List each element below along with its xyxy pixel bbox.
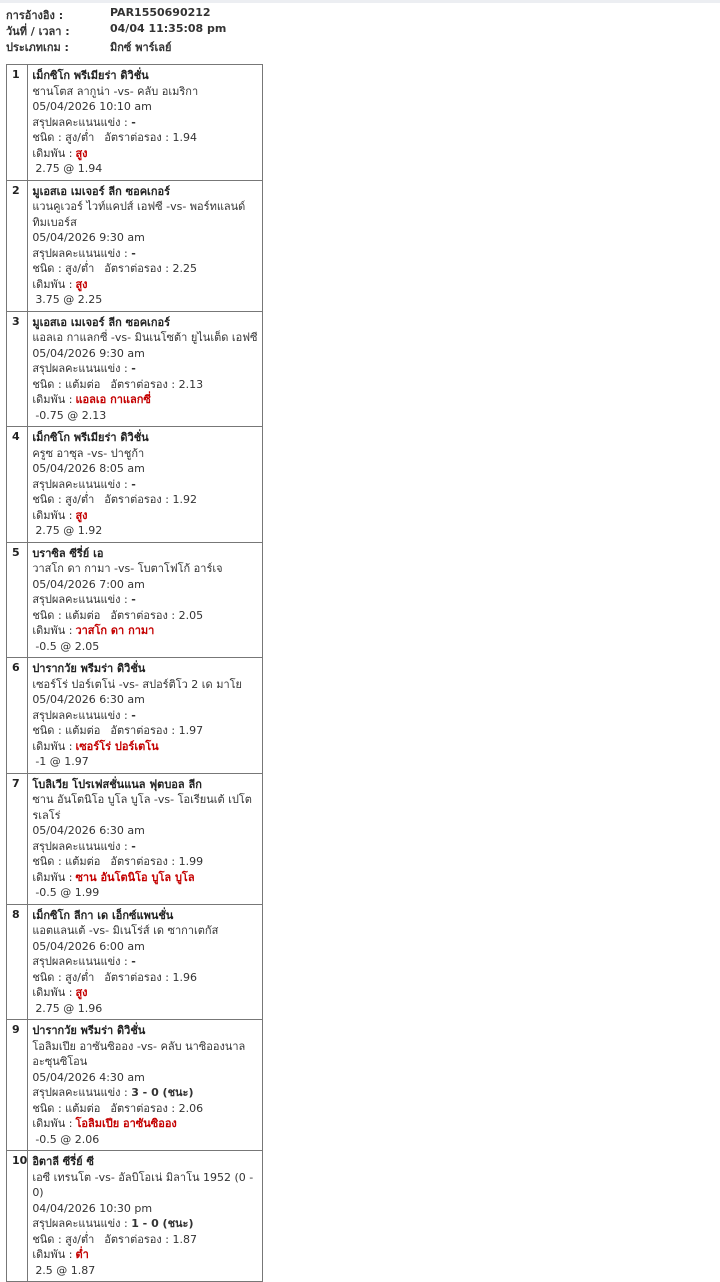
result-line bbox=[32, 477, 260, 493]
bet-line bbox=[32, 146, 260, 162]
bet-line bbox=[32, 1116, 260, 1132]
bet-label: เดิมพัน : bbox=[32, 146, 73, 160]
bet-line bbox=[32, 739, 260, 755]
odds-value: 2.25 bbox=[172, 262, 197, 275]
bet-details bbox=[28, 904, 263, 1020]
bet-line bbox=[32, 985, 260, 1001]
bet-price: 2.75 @ 1.92 bbox=[35, 524, 103, 537]
match-datetime: 05/04/2026 4:30 am bbox=[32, 1070, 145, 1084]
bet-label: เดิมพัน : bbox=[32, 739, 73, 753]
bet-pick: โอลิมเปีย อาซันซิออง bbox=[75, 1117, 177, 1130]
bet-line bbox=[32, 392, 260, 408]
result-value: - bbox=[131, 362, 136, 375]
datetime-label: วันที่ / เวลา : bbox=[6, 25, 70, 38]
type-value: แต้มต่อ bbox=[65, 855, 101, 868]
ticket-header bbox=[6, 6, 406, 54]
odds-label: อัตราต่อรอง : bbox=[104, 970, 169, 984]
result-label: สรุปผลคะแนนแข่ง : bbox=[32, 839, 128, 853]
type-label: ชนิด : bbox=[32, 970, 62, 984]
bet-pick: วาสโก ดา กามา bbox=[75, 624, 155, 637]
bet-number: 6 bbox=[7, 658, 28, 774]
bet-number: 8 bbox=[7, 904, 28, 1020]
bet-price: -0.5 @ 1.99 bbox=[35, 886, 100, 899]
league-name: เม็กซิโก ลีกา เด เอ็กซ์แพนชั่น bbox=[32, 908, 174, 922]
league-name: เม็กซิโก พรีเมียร่า ดิวิชั่น bbox=[32, 69, 149, 82]
bet-number: 7 bbox=[7, 773, 28, 904]
bet-number: 1 bbox=[7, 65, 28, 181]
league-name: เม็กซิโก พรีเมียร่า ดิวิชั่น bbox=[32, 431, 149, 444]
result-line bbox=[32, 592, 260, 608]
result-line bbox=[32, 708, 260, 724]
odds-label: อัตราต่อรอง : bbox=[110, 377, 176, 391]
type-value: แต้มต่อ bbox=[65, 377, 101, 391]
result-label: สรุปผลคะแนนแข่ง : bbox=[32, 246, 128, 260]
result-line bbox=[32, 246, 260, 262]
bet-row bbox=[7, 1151, 263, 1282]
bet-row bbox=[7, 658, 263, 774]
type-value: สูง/ต่ำ bbox=[65, 493, 95, 506]
type-value: สูง/ต่ำ bbox=[65, 970, 95, 984]
bet-number: 4 bbox=[7, 427, 28, 543]
bet-label: เดิมพัน : bbox=[32, 624, 73, 637]
type-label: ชนิด : bbox=[32, 131, 62, 144]
odds-value: 1.94 bbox=[172, 131, 197, 144]
match-datetime: 05/04/2026 7:00 am bbox=[32, 577, 145, 591]
bet-price: -0.5 @ 2.05 bbox=[35, 639, 100, 653]
league-name: ปารากวัย พรีมร่า ดิวิชั่น bbox=[32, 1024, 146, 1037]
bets-table bbox=[6, 64, 263, 1282]
match-datetime: 04/04/2026 10:30 pm bbox=[32, 1201, 153, 1215]
match-datetime: 05/04/2026 10:10 am bbox=[32, 100, 152, 113]
odds-value: 1.96 bbox=[172, 970, 197, 984]
odds-label: อัตราต่อรอง : bbox=[110, 1101, 176, 1115]
result-value: - bbox=[131, 708, 136, 722]
match-datetime: 05/04/2026 6:00 am bbox=[32, 939, 145, 953]
top-divider bbox=[0, 0, 720, 3]
bet-row bbox=[7, 542, 263, 658]
type-line bbox=[32, 492, 260, 508]
reference-row bbox=[6, 6, 406, 22]
match-teams: แอตแลนเต้ -vs- มิเนโร่ส์ เด ซากาเตกัส bbox=[32, 924, 219, 937]
type-label: ชนิด : bbox=[32, 1101, 62, 1115]
league-name: อิตาลี ซีรี่ย์ ซี bbox=[32, 1155, 94, 1168]
type-value: แต้มต่อ bbox=[65, 724, 101, 737]
bet-number: 9 bbox=[7, 1020, 28, 1151]
result-label: สรุปผลคะแนนแข่ง : bbox=[32, 593, 128, 606]
result-line bbox=[32, 115, 260, 131]
type-value: แต้มต่อ bbox=[65, 608, 101, 622]
bet-label: เดิมพัน : bbox=[32, 1248, 73, 1261]
bet-details bbox=[28, 1151, 263, 1282]
odds-label: อัตราต่อรอง : bbox=[104, 131, 169, 144]
match-teams: โอลิมเปีย อาซันซิออง -vs- คลับ นาซิอองนาล อะซุนซิโอน bbox=[32, 1039, 246, 1068]
bet-details bbox=[28, 773, 263, 904]
result-line bbox=[32, 1085, 260, 1101]
bet-row bbox=[7, 311, 263, 427]
bet-number: 2 bbox=[7, 180, 28, 311]
bet-pick: สูง bbox=[75, 146, 88, 160]
type-line bbox=[32, 970, 260, 986]
bet-details bbox=[28, 542, 263, 658]
bet-label: เดิมพัน : bbox=[32, 277, 73, 291]
odds-value: 2.05 bbox=[178, 608, 204, 622]
odds-value: 1.97 bbox=[178, 724, 204, 737]
gametype-row bbox=[6, 38, 406, 54]
result-value: - bbox=[131, 246, 136, 260]
bet-label: เดิมพัน : bbox=[32, 1117, 73, 1130]
type-value: แต้มต่อ bbox=[65, 1101, 101, 1115]
bet-line bbox=[32, 623, 260, 639]
bet-pick: สูง bbox=[75, 508, 88, 522]
match-datetime: 05/04/2026 8:05 am bbox=[32, 462, 145, 475]
reference-value: PAR1550690212 bbox=[110, 6, 211, 19]
datetime-row bbox=[6, 22, 406, 38]
bet-pick: สูง bbox=[75, 986, 88, 999]
bet-details bbox=[28, 1020, 263, 1151]
match-datetime: 05/04/2026 6:30 am bbox=[32, 824, 145, 837]
bet-row bbox=[7, 427, 263, 543]
bet-line bbox=[32, 508, 260, 524]
type-value: สูง/ต่ำ bbox=[65, 1232, 95, 1246]
match-teams: เอซี เทรนโต -vs- อัลบิโอเน่ มิลาโน 1952 (0 - 0) bbox=[32, 1170, 254, 1199]
match-datetime: 05/04/2026 9:30 am bbox=[32, 346, 145, 360]
bet-number: 10 bbox=[7, 1151, 28, 1282]
bet-details bbox=[28, 427, 263, 543]
type-label: ชนิด : bbox=[32, 1232, 62, 1246]
match-teams: ชานโตส ลากูน่า -vs- คลับ อเมริกา bbox=[32, 84, 199, 98]
odds-label: อัตราต่อรอง : bbox=[110, 724, 176, 737]
result-label: สรุปผลคะแนนแข่ง : bbox=[32, 708, 128, 722]
result-line bbox=[32, 361, 260, 377]
bet-price: -0.5 @ 2.06 bbox=[35, 1132, 100, 1146]
reference-label: การอ้างอิง : bbox=[6, 9, 64, 22]
type-label: ชนิด : bbox=[32, 377, 62, 391]
datetime-value: 04/04 11:35:08 pm bbox=[110, 22, 227, 35]
result-label: สรุปผลคะแนนแข่ง : bbox=[32, 477, 128, 491]
odds-label: อัตราต่อรอง : bbox=[104, 1232, 169, 1246]
bet-price: 2.5 @ 1.87 bbox=[35, 1263, 96, 1277]
result-value: - bbox=[131, 115, 136, 129]
result-line bbox=[32, 1216, 260, 1232]
odds-value: 1.87 bbox=[172, 1232, 197, 1246]
bet-price: -0.75 @ 2.13 bbox=[35, 408, 107, 422]
type-label: ชนิด : bbox=[32, 855, 62, 868]
type-value: สูง/ต่ำ bbox=[65, 262, 95, 275]
bet-row bbox=[7, 180, 263, 311]
bet-label: เดิมพัน : bbox=[32, 393, 73, 406]
match-teams: แอลเอ กาแลกซี่ -vs- มินเนโซต้า ยูไนเต็ด เอฟซี bbox=[32, 331, 258, 344]
bet-price: -1 @ 1.97 bbox=[35, 755, 89, 768]
bet-row bbox=[7, 1020, 263, 1151]
result-value: - bbox=[131, 477, 136, 491]
type-line bbox=[32, 130, 260, 146]
type-line bbox=[32, 1101, 260, 1117]
odds-value: 2.13 bbox=[178, 377, 204, 391]
result-line bbox=[32, 839, 260, 855]
bet-details bbox=[28, 180, 263, 311]
bet-details bbox=[28, 65, 263, 181]
match-teams: วาสโก ดา กามา -vs- โบตาโฟโก้ อาร์เจ bbox=[32, 562, 223, 575]
odds-label: อัตราต่อรอง : bbox=[104, 493, 169, 506]
type-line bbox=[32, 261, 260, 277]
bet-pick: ต่ำ bbox=[75, 1248, 89, 1261]
odds-label: อัตราต่อรอง : bbox=[110, 855, 176, 868]
bet-pick: เซอร์โร่ ปอร์เตโน bbox=[75, 739, 159, 753]
bet-details bbox=[28, 311, 263, 427]
bet-pick: สูง bbox=[75, 277, 88, 291]
bet-price: 2.75 @ 1.96 bbox=[35, 1001, 103, 1015]
match-teams: ครูซ อาซุล -vs- ปาชูก้า bbox=[32, 446, 145, 460]
result-value: - bbox=[131, 839, 136, 853]
result-label: สรุปผลคะแนนแข่ง : bbox=[32, 115, 128, 129]
odds-value: 1.92 bbox=[172, 493, 197, 506]
type-line bbox=[32, 608, 260, 624]
league-name: ปารากวัย พรีมร่า ดิวิชั่น bbox=[32, 662, 146, 675]
odds-label: อัตราต่อรอง : bbox=[110, 608, 176, 622]
bet-label: เดิมพัน : bbox=[32, 508, 73, 522]
gametype-value: มิกซ์ พาร์เลย์ bbox=[110, 41, 172, 54]
type-label: ชนิด : bbox=[32, 724, 62, 737]
type-label: ชนิด : bbox=[32, 608, 62, 622]
result-label: สรุปผลคะแนนแข่ง : bbox=[32, 1217, 128, 1230]
bet-number: 5 bbox=[7, 542, 28, 658]
result-label: สรุปผลคะแนนแข่ง : bbox=[32, 1086, 128, 1099]
match-teams: แวนคูเวอร์ ไวท์แคปส์ เอฟซี -vs- พอร์ทแลนด์ ทิมเบอร์ส bbox=[32, 200, 246, 229]
bet-row bbox=[7, 904, 263, 1020]
bet-line bbox=[32, 277, 260, 293]
result-label: สรุปผลคะแนนแข่ง : bbox=[32, 955, 128, 968]
bet-details bbox=[28, 658, 263, 774]
bet-number: 3 bbox=[7, 311, 28, 427]
match-datetime: 05/04/2026 9:30 am bbox=[32, 231, 145, 244]
bet-pick: ซาน อันโตนิโอ บูโล บูโล bbox=[75, 870, 195, 884]
league-name: บราซิล ซีรี่ย์ เอ bbox=[32, 546, 104, 560]
result-value: - bbox=[131, 955, 136, 968]
odds-value: 2.06 bbox=[178, 1101, 204, 1115]
bet-line bbox=[32, 1247, 260, 1263]
bet-label: เดิมพัน : bbox=[32, 986, 73, 999]
type-label: ชนิด : bbox=[32, 493, 62, 506]
match-datetime: 05/04/2026 6:30 am bbox=[32, 693, 145, 706]
result-value: 1 - 0 (ชนะ) bbox=[131, 1217, 194, 1230]
odds-value: 1.99 bbox=[178, 855, 204, 868]
bet-price: 2.75 @ 1.94 bbox=[35, 162, 103, 175]
type-line bbox=[32, 1232, 260, 1248]
bet-pick: แอลเอ กาแลกซี่ bbox=[75, 393, 151, 406]
bet-row bbox=[7, 773, 263, 904]
match-teams: ซาน อันโตนิโอ บูโล บูโล -vs- โอเรียนเต้ เปโตรเลโร่ bbox=[32, 793, 252, 822]
type-line bbox=[32, 854, 260, 870]
bet-price: 3.75 @ 2.25 bbox=[35, 293, 103, 306]
type-line bbox=[32, 377, 260, 393]
league-name: โบลิเวีย โปรเฟสชั่นแนล ฟุตบอล ลีก bbox=[32, 777, 202, 791]
bet-line bbox=[32, 870, 260, 886]
result-line bbox=[32, 954, 260, 970]
type-label: ชนิด : bbox=[32, 262, 62, 275]
type-value: สูง/ต่ำ bbox=[65, 131, 95, 144]
type-line bbox=[32, 723, 260, 739]
match-teams: เซอร์โร่ ปอร์เตโน่ -vs- สปอร์ติโว 2 เด มาโย bbox=[32, 677, 242, 691]
result-value: 3 - 0 (ชนะ) bbox=[131, 1086, 194, 1099]
result-value: - bbox=[131, 593, 136, 606]
bet-label: เดิมพัน : bbox=[32, 870, 73, 884]
result-label: สรุปผลคะแนนแข่ง : bbox=[32, 362, 128, 375]
league-name: มูเอสเอ เมเจอร์ ลีก ซอคเกอร์ bbox=[32, 184, 170, 198]
odds-label: อัตราต่อรอง : bbox=[104, 262, 169, 275]
gametype-label: ประเภทเกม : bbox=[6, 41, 69, 54]
league-name: มูเอสเอ เมเจอร์ ลีก ซอคเกอร์ bbox=[32, 315, 170, 329]
bet-row bbox=[7, 65, 263, 181]
